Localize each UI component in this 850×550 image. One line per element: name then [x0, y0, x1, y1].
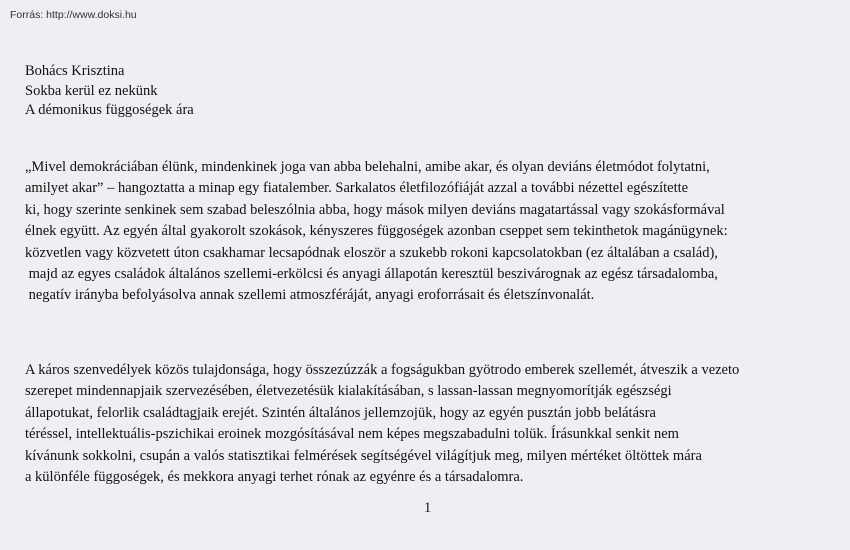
document-subtitle: A démonikus függoségek ára [25, 102, 194, 118]
paragraph-line: téréssel, intellektuális-pszichikai eroinek mozgósításával nem képes megszabadulni tolük. Írásunkkal senkit nem [25, 426, 679, 443]
paragraph-line: kívánunk sokkolni, csupán a valós statisztikai felmérések segítségével világítjuk meg, milyen mértéket öltöttek mára [25, 447, 702, 464]
paragraph-line: közvetlen vagy közvetett úton csakhamar lecsapódnak eloször a szukebb rokoni kapcsolatokban (ez általában a család), [25, 244, 718, 261]
paragraph-line: negatív irányba befolyásolva annak szellemi atmoszféráját, anyagi eroforrásait és életszínvonalát. [25, 287, 595, 304]
document-header [25, 62, 194, 121]
paragraph-line: A káros szenvedélyek közös tulajdonsága, hogy összezúzzák a fogságukban gyötrodo emberek szellemét, átveszik a vezeto [25, 362, 740, 378]
document-title: Sokba kerül ez nekünk [25, 82, 158, 99]
paragraph-line: ki, hogy szerinte senkinek sem szabad beleszólnia abba, hogy mások milyen deviáns magatartással vagy szokásformával [25, 201, 725, 218]
paragraph-line: a különféle függoségek, és mekkora anyagi terhet rónak az egyénre és a társadalomra. [25, 469, 524, 486]
paragraph-line: élnek együtt. Az egyén által gyakorolt szokások, kényszeres függoségek azonban cseppet sem tekinthetok magánügynek: [25, 223, 728, 240]
paragraph-line: „Mivel demokráciában élünk, mindenkinek joga van abba belehalni, amibe akar, és olyan deviáns életmódot folytatni, [25, 159, 710, 175]
paragraph-2 [25, 360, 739, 488]
paragraph-line: majd az egyes családok általános szellemi-erkölcsi és anyagi állapotán keresztül beszivárognak az egész társadalomba, [25, 266, 718, 283]
paragraph-1 [25, 157, 728, 307]
paragraph-line: amilyet akar” – hangoztatta a minap egy fiatalember. Sarkalatos életfilozófiáját azzal a további nézettel egészítette [25, 180, 689, 197]
paragraph-line: szerepet mindennapjaik szervezésében, életvezetésük kialakításában, s lassan-lassan megnyomorítják egészségi [25, 383, 672, 400]
source-line: Forrás: http://www.doksi.hu [10, 9, 137, 21]
paragraph-line: állapotukat, felorlik családtagjaik erejét. Szintén általános jellemzojük, hogy az egyén pusztán jobb belátásra [25, 404, 656, 421]
author-name: Bohács Krisztina [25, 63, 125, 79]
page-number: 1 [424, 500, 432, 516]
